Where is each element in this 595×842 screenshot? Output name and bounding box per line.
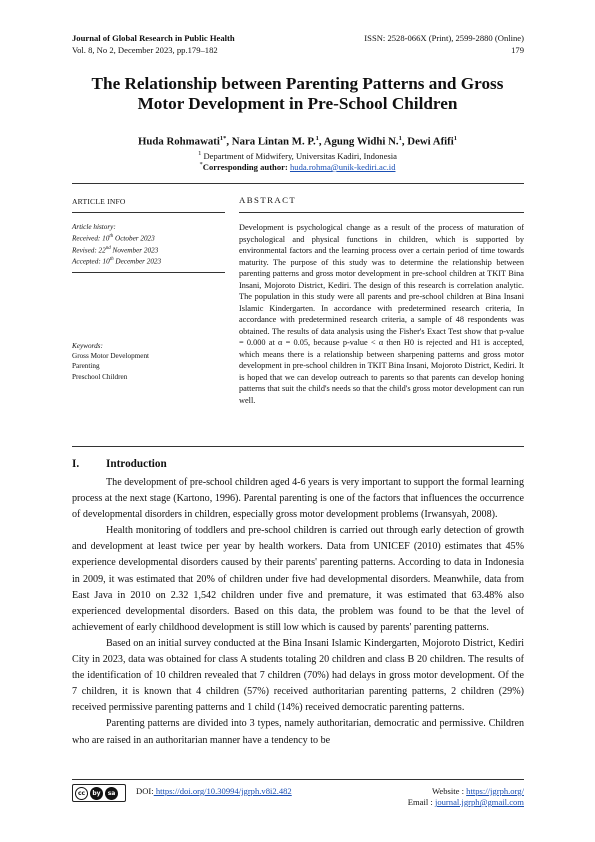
website-link[interactable]: https://jgrph.org/ — [466, 786, 524, 796]
author-4-affil: 1 — [453, 135, 458, 142]
keywords-label: Keywords: — [72, 342, 103, 350]
keyword-item: Preschool Children — [72, 372, 128, 381]
introduction-body — [72, 475, 524, 749]
corresponding-label: Corresponding author: — [202, 161, 288, 172]
issn-info: ISSN: 2528-066X (Print), 2599-2880 (Online) — [364, 33, 524, 43]
author-1-affil: 1* — [219, 135, 227, 142]
by-icon: by — [90, 787, 103, 800]
affiliation-mark: 1 — [198, 150, 202, 157]
doi-label: DOI: — [136, 786, 154, 796]
volume-info: Vol. 8, No 2, December 2023, pp.179–182 — [72, 45, 218, 55]
running-header-right — [364, 32, 524, 56]
title-line-1: The Relationship between Parenting Patterns and Gross — [91, 74, 504, 93]
section-title: Introduction — [106, 458, 167, 470]
history-rule — [72, 272, 225, 273]
bottom-rule — [72, 446, 524, 447]
footer-contact — [408, 786, 524, 808]
revised-date: Revised: 22nd November 2023 — [72, 245, 159, 255]
corresponding-author — [60, 159, 535, 173]
sa-icon: sa — [105, 787, 118, 800]
author-list — [60, 132, 535, 149]
affiliation-text: Department of Midwifery, Universitas Kadiri, Indonesia — [203, 150, 397, 161]
author-separator: , — [401, 135, 408, 148]
title-line-2: Motor Development in Pre-School Children — [137, 94, 458, 113]
author-3: Agung Widhi N. — [323, 135, 399, 148]
author-2-affil: 1 — [315, 135, 319, 142]
author-3-affil: 1 — [398, 135, 402, 142]
website-label: Website : — [431, 786, 467, 796]
abstract-text: Development is psychological change as a result of the process of maturation of psychological and physical functions in children, which is supported by environmental factors and the learning process over a certain period of time towards maturity. The purpose of this study was to determine the relationship between parenting patterns and gross motor development in pre-school children at TKIT Bina Insani, Mojoroto District, Kediri. The design of this research is correlation analytic. The population in this study were all parents and pre-school children at Bina Insani Islamic Kindergarten. In accordance with predetermined research criteria, In accordance with predetermined research criteria, a sample of 48 respondents was obtained. The results of data analysis using the Fisher's Exact Test show that p-value = 0.000 at α = 0.05, because p-value < α then H0 is rejected and H1 is accepted, which means there is a relationship between sharpening patterns and gross motor development in pre-school children in TKIT Bina Insani, Mojoroto District, Kediri. It is hoped that we can develop outreach to parents so that parents can develop honing patterns that suit the child's needs so that the child's gross motor development can run well. — [239, 223, 524, 405]
creative-commons-badge[interactable] — [72, 784, 126, 802]
keywords-block — [72, 341, 149, 382]
author-separator: , — [318, 135, 324, 148]
article-info-label: ARTICLE INFO — [72, 197, 126, 206]
article-history — [72, 222, 161, 267]
article-info-rule — [72, 212, 225, 213]
author-1: Huda Rohmawati — [137, 135, 220, 148]
paragraph: Health monitoring of toddlers and pre-school children is carried out through early detection of growth and development at least twice per year by health workers. Data from UNICEF (2010) estimates that 45% experience developmental disorders caused by their parents' parenting patterns. According to data in Indonesia in 2009, it was estimated that 20% of children under five had developmental disorders. Meanwhile, data from East Java in 2010 on 2.32 1,542 children under five and premature, it was estimated that 63.48% also experienced developmental disorders. Based on this data, the problem was found to be that the level of achievement of early childhood development is still low which is caused by parents' parenting patterns. — [72, 525, 524, 633]
doi-link[interactable]: https://doi.org/10.30994/jgrph.v8i2.482 — [153, 786, 292, 796]
page-number: 179 — [511, 45, 524, 55]
doi-line — [136, 786, 292, 796]
corresponding-mark: * — [199, 161, 203, 168]
paragraph: The development of pre-school children aged 4-6 years is very important to support the formal learning process at the next stage (Kartono, 1996). Parental parenting is one of the factors that influences the occurrence of developmental disorders in children, especially gross motor development problems (Irwansyah, 2008). — [72, 477, 524, 521]
paragraph: Parenting patterns are divided into 3 types, namely authoritarian, democratic and permissive. Children who are raised in an authoritarian manner have a tendency to be — [72, 718, 524, 746]
journal-name: Journal of Global Research in Public Health — [72, 33, 235, 43]
top-rule — [72, 183, 524, 184]
history-label: Article history: — [72, 223, 116, 231]
email-label: Email : — [407, 797, 435, 807]
abstract-label: ABSTRACT — [239, 195, 297, 205]
author-4: Dewi Afifi — [407, 135, 454, 148]
keyword-item: Parenting — [72, 362, 100, 371]
author-2: Nara Lintan M. P. — [231, 135, 316, 148]
running-header-left — [72, 32, 235, 56]
corresponding-email-link[interactable]: huda.rohma@unik-kediri.ac.id — [289, 161, 396, 172]
cc-icon: cc — [75, 787, 88, 800]
keyword-item: Gross Motor Development — [72, 352, 150, 361]
section-heading-introduction — [72, 458, 167, 470]
footer-rule — [72, 779, 524, 780]
paper-title — [60, 74, 535, 114]
abstract-rule — [239, 212, 524, 213]
received-date: Received: 10th October 2023 — [72, 234, 155, 243]
section-number: I. — [72, 458, 80, 470]
accepted-date: Accepted: 10th December 2023 — [72, 257, 162, 266]
author-separator: , — [226, 135, 232, 148]
email-link[interactable]: journal.jgrph@gmail.com — [434, 797, 524, 807]
paragraph: Based on an initial survey conducted at the Bina Insani Islamic Kindergarten, Mojoroto District, Kediri City in 2023, data was obtained for class A students totaling 20 children and class B 20 children. The results of the identification of 10 children revealed that 7 children (70%) had delays in gross motor development. Of the 7 children, it is known that 4 children (57%) received authoritarian parenting patterns, 2 children (29%) received permissive parenting patterns and 1 child (14%) received democratic parenting patterns. — [72, 637, 524, 714]
